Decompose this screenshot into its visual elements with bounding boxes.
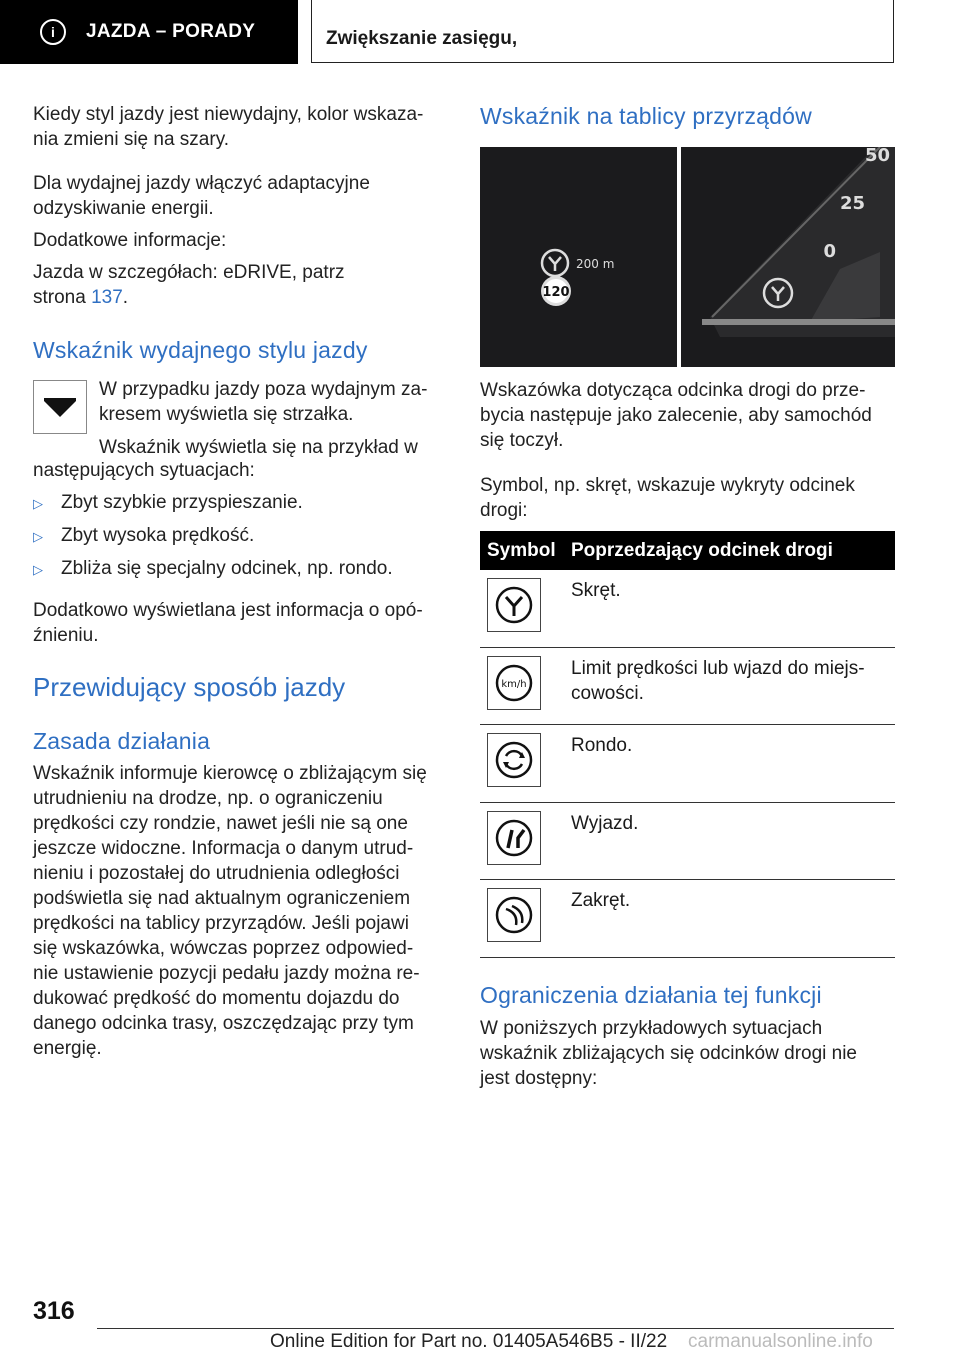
text-line: jest dostępny: — [480, 1068, 598, 1089]
text-line: utrudnieniu na drodze, np. o ograniczeniu — [33, 788, 383, 809]
text-line: podświetla się nad aktualnym ograniczeniem — [33, 888, 411, 909]
text-line: Wskaźnik informuje kierowcę o zbliżającym się — [33, 763, 427, 784]
column-header-symbol: Symbol — [487, 539, 556, 561]
dash-scale-0: 0 — [823, 241, 836, 262]
dash-scale-50: 50 — [864, 147, 890, 166]
row-desc: Wyjazd. — [571, 812, 639, 834]
table-row — [480, 570, 895, 648]
bullet-list — [33, 490, 453, 582]
list-item: ▷ Zbliża się specjalny odcinek, np. rondo. — [33, 556, 453, 582]
header-section-tab — [0, 0, 298, 64]
left-column — [33, 102, 453, 310]
table-row — [480, 725, 895, 803]
heading-dashboard: Wskaźnik na tablicy przyrządów — [480, 103, 812, 129]
heading-principle: Zasada działania — [33, 728, 211, 754]
row-desc: Zakręt. — [571, 890, 631, 912]
table-row — [480, 803, 895, 881]
edition-info: Online Edition for Part no. 01405A546B5 - II/22 — [270, 1331, 668, 1352]
info-icon: i — [40, 19, 66, 45]
triangle-bullet-icon: ▷ — [33, 562, 43, 577]
heading-limits: Ograniczenia działania tej funkcji — [480, 982, 822, 1008]
heading-predictive: Przewidujący sposób jazdy — [33, 672, 346, 702]
page-link[interactable]: 137 — [91, 287, 123, 308]
symbol-table — [480, 531, 895, 958]
text-line: danego odcinka trasy, oszczędzając przy tym — [33, 1013, 414, 1034]
table-header — [480, 531, 895, 570]
arrow-desc: W przypadku jazdy poza wydajnym za- kresem wyświetla się strzałka. Wskaźnik wyświetla się na przykład w — [99, 379, 428, 458]
table-row — [480, 648, 895, 726]
row-desc: Limit prędkości lub wjazd do miejs- cowości. — [571, 657, 865, 704]
section-title: JAZDA – PORADY — [86, 21, 256, 42]
text-line: dukować prędkość do momentu dojazdu do — [33, 988, 400, 1009]
kmh-icon — [487, 656, 541, 710]
curve-icon — [487, 888, 541, 942]
paragraph: Dodatkowo wyświetlana jest informacja o opó- źnieniu. — [33, 600, 423, 646]
principle-text — [33, 761, 453, 1061]
exit-icon — [487, 811, 541, 865]
header-title-box — [311, 0, 894, 63]
paragraph: Dodatkowe informacje: — [33, 230, 227, 251]
triangle-bullet-icon: ▷ — [33, 529, 43, 544]
heading-efficient-style: Wskaźnik wydajnego stylu jazdy — [33, 337, 368, 363]
paragraph: Symbol, np. skręt, wskazuje wykryty odcinek drogi: — [480, 475, 855, 521]
dashboard-image — [480, 147, 895, 367]
text-line: prędkości na tablicy przyrządów. Jeśli pojawi — [33, 913, 409, 934]
paragraph: Wskazówka dotycząca odcinka drogi do prze- bycia następuje jako zalecenie, aby samochód się toczył. — [480, 380, 872, 451]
list-item: ▷ Zbyt wysoka prędkość. — [33, 523, 453, 549]
chapter-title: Zwiększanie zasięgu, — [326, 28, 518, 49]
table-row — [480, 880, 895, 958]
row-desc: Rondo. — [571, 735, 633, 757]
column-header-section: Poprzedzający odcinek drogi — [571, 539, 833, 561]
junction-icon — [487, 578, 541, 632]
text-line: się wskazówka, wówczas poprzez odpowied- — [33, 938, 414, 959]
footer-divider — [97, 1328, 894, 1329]
paragraph: Jazda w szczegółach: eDRIVE, patrz strona 137. — [33, 262, 345, 308]
text-line: energię. — [33, 1038, 102, 1059]
list-item: ▷ Zbyt szybkie przyspieszanie. — [33, 490, 453, 516]
text-line: nieniu i pozostałej do utrudnienia odległości — [33, 863, 400, 884]
dash-scale-25: 25 — [839, 193, 865, 214]
efficiency-arrow-icon — [33, 380, 87, 434]
arrow-desc-cont: następujących sytuacjach: — [33, 460, 255, 481]
text-line: W poniższych przykładowych sytuacjach — [480, 1018, 823, 1039]
page-number: 316 — [33, 1297, 75, 1325]
dash-distance: 200 m — [576, 257, 615, 271]
roundabout-icon — [487, 733, 541, 787]
paragraph: Dla wydajnej jazdy włączyć adaptacyjne odzyskiwanie energii. — [33, 173, 370, 219]
watermark: carmanualsonline.info — [688, 1331, 873, 1352]
svg-text:km/h: km/h — [501, 678, 527, 690]
paragraph: Kiedy styl jazdy jest niewydajny, kolor wskaza- nia zmieni się na szary. — [33, 104, 424, 150]
text-line: jeszcze widoczne. Informacja o danym utrud- — [33, 838, 414, 859]
dash-speed-limit: 120 — [542, 285, 570, 300]
text-line: prędkości czy rondzie, nawet jeśli nie są one — [33, 813, 408, 834]
text-line: wskaźnik zbliżających się odcinków drogi nie — [480, 1043, 858, 1064]
triangle-bullet-icon: ▷ — [33, 496, 43, 511]
limits-text — [480, 1016, 900, 1091]
text-line: nie ustawienie pozycji pedału jazdy można re- — [33, 963, 420, 984]
row-desc: Skręt. — [571, 580, 621, 601]
